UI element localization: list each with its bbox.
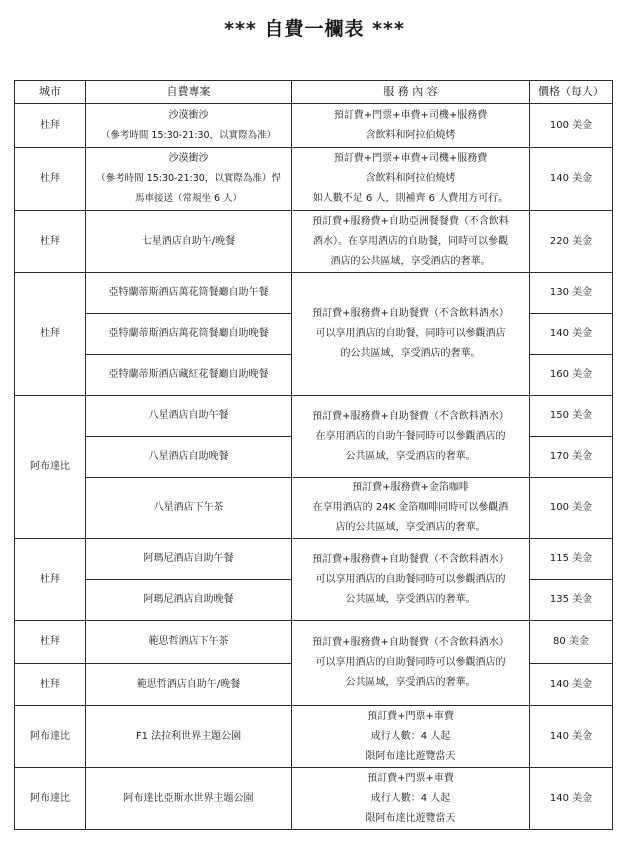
- desc-cell: [292, 768, 530, 830]
- desc-cell: [292, 621, 530, 706]
- desc-cell: [292, 478, 530, 539]
- item-cell: 阿瑪尼酒店自助午餐: [86, 539, 292, 580]
- desc-cell: [292, 706, 530, 768]
- item-cell: 範思哲酒店自助午/晚餐: [86, 664, 292, 706]
- item-note: （參考時間 15:30-21:30，以實際為准）: [100, 129, 277, 141]
- desc-cell: [292, 396, 530, 478]
- table-row: [15, 706, 613, 768]
- desc-line: 可以享用酒店的自助餐同時可以參觀酒店的: [315, 657, 506, 668]
- price-cell: 130 美金: [530, 273, 613, 314]
- price-cell: 135 美金: [530, 580, 613, 621]
- table-row: [15, 148, 613, 211]
- table-row: [15, 211, 613, 273]
- table-row: [15, 539, 613, 580]
- city-cell: 杜拜: [15, 273, 86, 396]
- price-cell: 140 美金: [530, 768, 613, 830]
- desc-line: 如人數不足 6 人，則補齊 6 人費用方可行。: [312, 193, 509, 204]
- city-cell: 阿布達比: [15, 396, 86, 539]
- optional-expenses-table: [14, 80, 613, 830]
- desc-line: 的公共區域，享受酒店的奢華。: [340, 348, 481, 359]
- desc-line: 預訂費+門票+車費: [367, 772, 454, 784]
- table-row: [15, 396, 613, 437]
- desc-line: 預訂費+服務費+自助餐費（不含飲料酒水）: [312, 308, 509, 319]
- desc-line: 預訂費+服務費+金箔咖啡: [352, 482, 469, 493]
- item-cell: 亞特蘭蒂斯酒店萬花筒餐廳自助晚餐: [86, 314, 292, 355]
- price-cell: 140 美金: [530, 706, 613, 768]
- city-cell: 杜拜: [15, 211, 86, 273]
- item-cell: 八星酒店自助晚餐: [86, 437, 292, 478]
- document-title: *** 自費一欄表 ***: [224, 18, 405, 40]
- item-cell: [86, 104, 292, 148]
- city-cell: 阿布達比: [15, 768, 86, 830]
- table-row: [15, 621, 613, 664]
- header-desc: 服 務 內 容: [292, 81, 530, 104]
- table-row: [15, 273, 613, 314]
- table-row: [15, 768, 613, 830]
- price-cell: 100 美金: [530, 104, 613, 148]
- desc-line: 預訂費+門票+車費+司機+服務費: [333, 109, 488, 121]
- desc-line: 公共區域，享受酒店的奢華。: [345, 593, 476, 605]
- desc-line: 酒水）。在享用酒店的自助餐，同時可以參觀: [313, 235, 508, 247]
- desc-cell: [292, 211, 530, 273]
- desc-cell: [292, 273, 530, 396]
- desc-line: 含飲料和阿拉伯燒烤: [365, 129, 456, 141]
- item-cell: [86, 148, 292, 211]
- desc-line: 限阿布達比遊覽當天: [365, 812, 456, 824]
- desc-cell: [292, 104, 530, 148]
- desc-line: 在享用酒店的 24K 金箔咖啡同時可以參觀酒: [312, 502, 509, 513]
- price-cell: 220 美金: [530, 211, 613, 273]
- table-header-row: [15, 81, 613, 104]
- desc-line: 公共區域，享受酒店的奢華。: [345, 450, 476, 462]
- item-cell: 阿瑪尼酒店自助晚餐: [86, 580, 292, 621]
- item-cell: 八星酒店下午茶: [86, 478, 292, 539]
- item-cell: 七星酒店自助午/晚餐: [86, 211, 292, 273]
- desc-line: 在享用酒店的自助午餐同時可以參觀酒店的: [315, 430, 506, 442]
- price-cell: 80 美金: [530, 621, 613, 664]
- desc-line: 預訂費+服務費+自助餐費（不含飲料酒水）: [312, 553, 509, 565]
- city-cell: 杜拜: [15, 664, 86, 706]
- desc-line: 預訂費+服務費+自助餐費（不含飲料酒水）: [312, 637, 509, 648]
- desc-cell: [292, 539, 530, 621]
- table-row: [15, 104, 613, 148]
- price-cell: 140 美金: [530, 314, 613, 355]
- desc-line: 預訂費+服務費+自助餐費（不含飲料酒水）: [312, 410, 509, 422]
- price-cell: 140 美金: [530, 148, 613, 211]
- desc-line: 可以享用酒店的自助餐，同時可以參觀酒店: [315, 328, 506, 339]
- desc-line: 含飲料和阿拉伯燒烤: [365, 173, 456, 184]
- item-cell: 範思哲酒店下午茶: [86, 621, 292, 664]
- item-cell: 八星酒店自助午餐: [86, 396, 292, 437]
- desc-line: 預訂費+門票+車費: [367, 710, 454, 722]
- price-cell: 160 美金: [530, 355, 613, 396]
- desc-line: 店的公共區域，享受酒店的奢華。: [335, 522, 486, 533]
- desc-line: 預訂費+服務費+自助亞洲餐餐費（不含飲料: [312, 215, 509, 227]
- desc-cell: [292, 148, 530, 211]
- item-name: 沙漠衝沙: [168, 153, 209, 164]
- item-name: 沙漠衝沙: [168, 109, 209, 121]
- city-cell: 杜拜: [15, 104, 86, 148]
- price-cell: 170 美金: [530, 437, 613, 478]
- desc-line: 酒店的公共區域，享受酒店的奢華。: [330, 255, 491, 267]
- desc-line: 限阿布達比遊覽當天: [365, 750, 456, 762]
- desc-line: 可以享用酒店的自助餐同時可以參觀酒店的: [315, 573, 506, 585]
- city-cell: 杜拜: [15, 539, 86, 621]
- price-cell: 115 美金: [530, 539, 613, 580]
- item-cell: F1 法拉利世界主題公園: [86, 706, 292, 768]
- desc-line: 公共區域，享受酒店的奢華。: [345, 677, 476, 688]
- price-cell: 140 美金: [530, 664, 613, 706]
- city-cell: 杜拜: [15, 148, 86, 211]
- city-cell: 阿布達比: [15, 706, 86, 768]
- header-item: 自費專案: [86, 81, 292, 104]
- item-cell: 阿布達比亞斯水世界主題公園: [86, 768, 292, 830]
- header-price: 價格（每人）: [530, 81, 613, 104]
- item-cell: 亞特蘭蒂斯酒店藏紅花餐廳自助晚餐: [86, 355, 292, 396]
- city-cell: 杜拜: [15, 621, 86, 664]
- item-note: （參考時間 15:30-21:30，以實際為准）悍馬車接送（常規坐 6 人）: [96, 173, 281, 204]
- price-cell: 150 美金: [530, 396, 613, 437]
- item-cell: 亞特蘭蒂斯酒店萬花筒餐廳自助午餐: [86, 273, 292, 314]
- table-row: [15, 478, 613, 539]
- desc-line: 預訂費+門票+車費+司機+服務費: [333, 153, 488, 164]
- desc-line: 成行人數：4 人起: [370, 730, 451, 742]
- header-city: 城市: [15, 81, 86, 104]
- desc-line: 成行人數：4 人起: [370, 792, 451, 804]
- price-cell: 100 美金: [530, 478, 613, 539]
